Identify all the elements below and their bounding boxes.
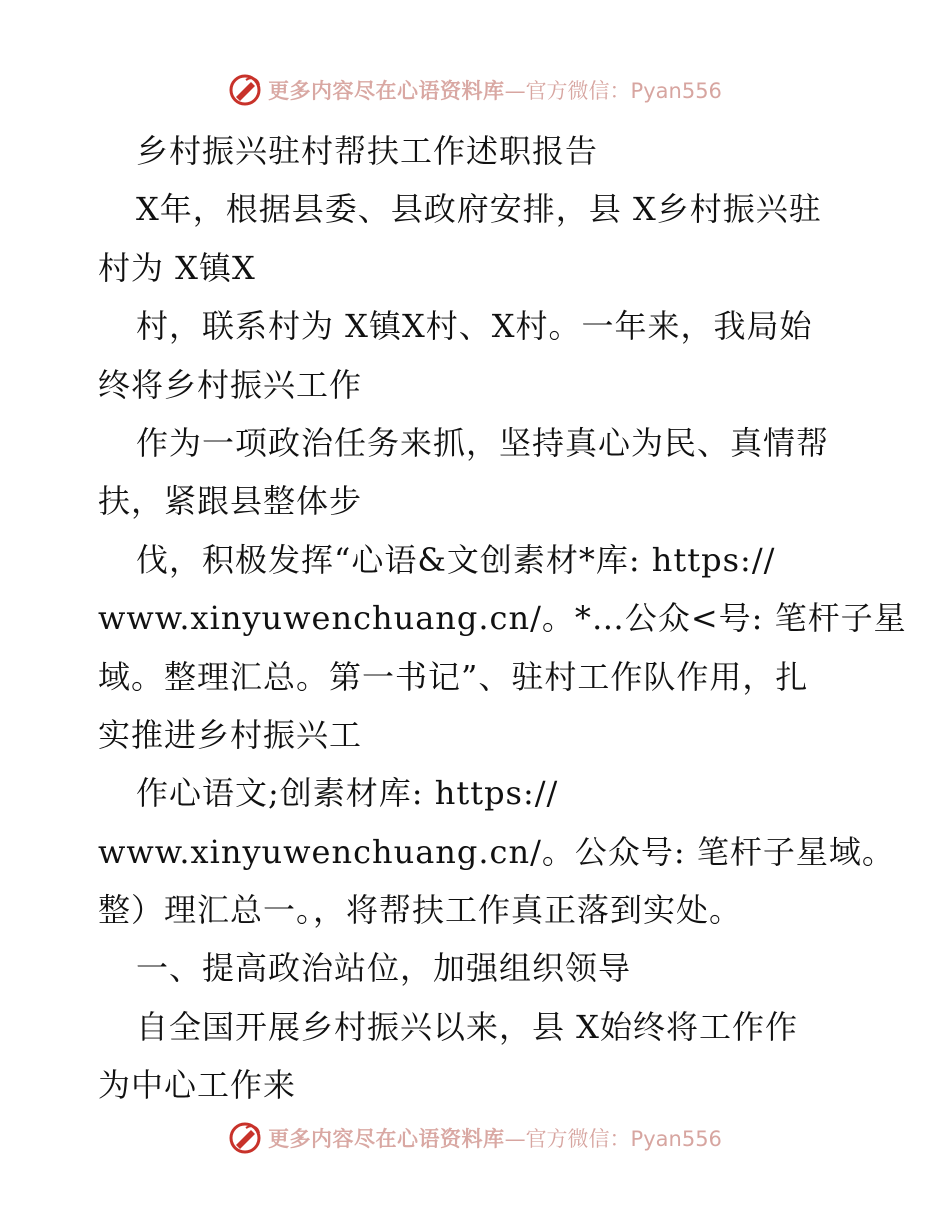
paragraph-line: 作心语文;创素材库: https:// — [136, 774, 559, 813]
paragraph-line: 实推进乡村振兴工 — [98, 715, 363, 754]
paragraph-line: 作为一项政治任务来抓，坚持真心为民、真情帮 — [136, 423, 830, 462]
header-watermark-contact-text: —官方微信：Pyan556 — [504, 79, 722, 103]
footer-watermark-main-text: 更多内容尽在心语资料库 — [268, 1126, 505, 1151]
paragraph-line: X年，根据县委、县政府安排，县 X乡村振兴驻 — [136, 190, 822, 229]
footer-watermark — [0, 1118, 950, 1158]
section-heading: 一、提高政治站位，加强组织领导 — [136, 949, 632, 988]
brand-logo-icon — [228, 1121, 262, 1155]
paragraph-line: 扶，紧跟县整体步 — [98, 482, 363, 521]
paragraph-line: 终将乡村振兴工作 — [98, 365, 363, 404]
paragraph-line: 村为 X镇X — [98, 248, 256, 287]
header-watermark-main-text: 更多内容尽在心语资料库 — [268, 78, 505, 103]
document-body — [98, 122, 907, 1115]
brand-logo-icon — [228, 73, 262, 107]
paragraph-line: www.xinyuwenchuang.cn/。公众号: 笔杆子星域。 — [98, 832, 895, 871]
paragraph-line: 域。整理汇总。第一书记”、驻村工作队作用，扎 — [98, 657, 809, 696]
paragraph-line: 村，联系村为 X镇X村、X村。一年来，我局始 — [136, 307, 813, 346]
header-watermark — [0, 70, 950, 110]
paragraph-line: www.xinyuwenchuang.cn/。*…公众<号: 笔杆子星 — [98, 599, 907, 638]
document-title: 乡村振兴驻村帮扶工作述职报告 — [136, 132, 599, 170]
paragraph-line: 自全国开展乡村振兴以来，县 X始终将工作作 — [136, 1007, 798, 1046]
paragraph-line: 整）理汇总一。，将帮扶工作真正落到实处。 — [98, 891, 743, 930]
paragraph-line: 为中心工作来 — [98, 1066, 297, 1105]
paragraph-line: 伐，积极发挥“心语&文创素材*库: https:// — [136, 540, 776, 579]
footer-watermark-contact-text: —官方微信：Pyan556 — [504, 1127, 722, 1151]
